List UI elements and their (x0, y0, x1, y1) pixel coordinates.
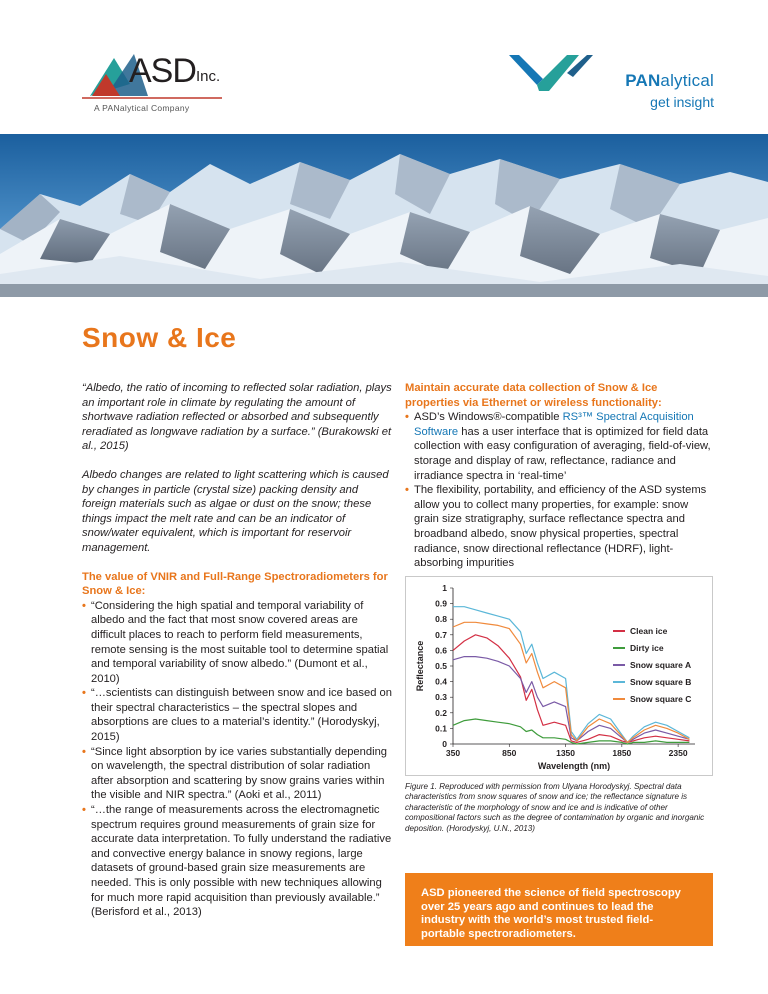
legend-label: Snow square B (630, 677, 692, 687)
callout-text: ASD pioneered the science of field spectroscopy over 25 years ago and continues to lead the industry with the world’s most trusted field-portable spectroradiometers. (421, 887, 681, 940)
list-item: • “…the range of measurements across the electromagnetic spectrum requires ground measurements of grain size for accurate data interpretation. To fully understand the radiative and convective energy balance in snowy regions, large datasets of ground-based grain size measurements are needed. This is only possible with new techniques allowing for much more rapid acquisition than previously available.” (Berisford et al., 2013) (82, 803, 392, 920)
vnir-bullet-list (82, 599, 392, 920)
x-tick-label: 1850 (612, 748, 632, 758)
vnir-subheading: The value of VNIR and Full-Range Spectroradiometers for Snow & Ice: (82, 570, 388, 598)
x-tick-label: 1350 (556, 748, 576, 758)
y-tick-label: 0.7 (435, 629, 447, 640)
legend-label: Dirty ice (630, 643, 664, 653)
list-item: • “Since light absorption by ice varies substantially depending on wavelength, the spectral distribution of solar radiation after absorption and scattering by snow grains varies within the visible and NIR spectra.” (Aoki et al., 2011) (82, 745, 392, 803)
albedo-quote: “Albedo, the ratio of incoming to reflected solar radiation, plays an important role in climate by regulating the amount of shortwave radiation reflected or absorbed and subsequently reradiated as longwave radiation by a surface.” (Burakowski et al., 2015) (82, 382, 392, 453)
albedo-changes-text: Albedo changes are related to light scattering which is caused by changes in particle (crystal size) packing density and foreign materials such as algae or dust on the snow; these things impact the melt rate and can be an indicator of snow/water equivalent, which is important for reservoir management. (82, 468, 389, 554)
x-tick-label: 2350 (668, 748, 688, 758)
asd-logo-text: ASD (129, 52, 196, 90)
asd-logo-subtitle: A PANalytical Company (94, 103, 190, 113)
y-tick-label: 0.5 (435, 661, 447, 671)
x-tick-label: 850 (502, 748, 517, 758)
panalytical-tagline: get insight (650, 94, 714, 110)
x-tick-label: 350 (445, 748, 461, 758)
y-tick-label: 0.6 (435, 645, 447, 656)
y-tick-label: 0.3 (435, 692, 447, 703)
panalytical-logo-text: PANalytical (625, 71, 714, 90)
y-tick-label: 0.4 (435, 676, 447, 687)
page-title: Snow & Ice (82, 322, 237, 353)
y-axis-label: Reflectance (415, 640, 425, 692)
rs3-software-link[interactable]: RS³™ Spectral Acquisition Software (414, 411, 694, 438)
legend-label: Snow square A (630, 660, 692, 670)
figure-caption: Figure 1. Reproduced with permission from Ulyana Horodyskyj. Spectral data characteristics from snow squares of snow and ice; the reflectance signature is characteristic of the morphology of snow and ice and is indicative of other compositional factors such as the degree of contamination by organic and inorganic deposition. (Horodyskyj, U.N., 2013) (405, 782, 705, 833)
data-collection-subheading: Maintain accurate data collection of Snow & Ice properties via Ethernet or wireless functionality: (405, 382, 662, 409)
y-tick-label: 0.8 (435, 614, 447, 625)
features-bullet-list (405, 410, 713, 571)
asd-logo-suffix: Inc. (196, 68, 221, 85)
callout-box (405, 873, 713, 946)
list-item: • The flexibility, portability, and efficiency of the ASD systems allow you to collect many properties, for example: snow grain size stratigraphy, surface reflectance spectra and broadband albedo, snow physical properties, spectral radiance, snow directional reflectance (HDRF), light-absorbing impurities (405, 483, 713, 571)
legend-label: Clean ice (630, 626, 668, 636)
list-item: • “Considering the high spatial and temporal variability of albedo and the fact that most snow covered areas are difficult places to reach to perform field measurements, remote sensing is the most suitable tool to determine spatial and temporal variability of snow albedo.” (Dumont et al., 2010) (82, 599, 392, 687)
legend-label: Snow square C (630, 694, 692, 704)
y-tick-label: 0.2 (435, 707, 447, 718)
list-item: • ASD’s Windows®-compatible RS³™ Spectral Acquisition Software has a user interface that is optimized for field data collection with easy configuration of averaging, field-of-view, storage and display of raw, reflectance, radiance and irradiance spectra in ‘real-time’ (405, 410, 713, 483)
x-axis-label: Wavelength (nm) (537, 761, 611, 771)
y-tick-label: 0.9 (435, 598, 447, 609)
right-column (405, 381, 713, 571)
left-column (82, 381, 392, 920)
mountain-hero-image (0, 134, 768, 297)
y-tick-label: 1 (442, 583, 447, 593)
panalytical-chevron-icon (509, 53, 593, 93)
list-item: • “…scientists can distinguish between snow and ice based on their spectral characteristics – the spectral slopes and absorptions are clues to a material’s identity.” (Horodyskyj, 2015) (82, 686, 392, 744)
y-tick-label: 0 (442, 739, 447, 749)
y-tick-label: 0.1 (435, 723, 447, 734)
reflectance-chart (405, 576, 713, 776)
